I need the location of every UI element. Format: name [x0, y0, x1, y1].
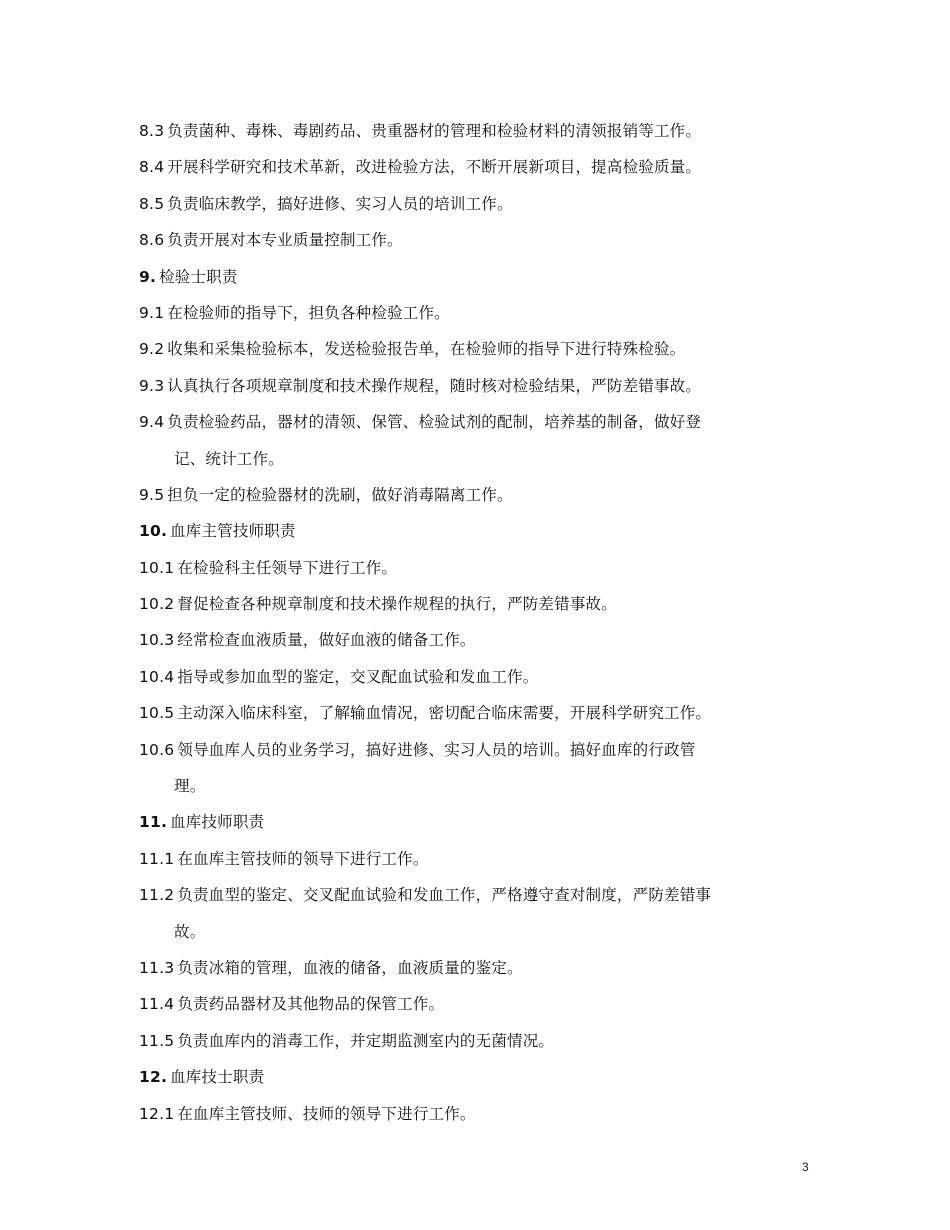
item-number: 8.3: [139, 122, 165, 140]
item-text: 担负一定的检验器材的洗刷，做好消毒隔离工作。: [167, 485, 513, 504]
paragraph-item: [139, 222, 789, 258]
item-number: 9.4: [139, 413, 165, 432]
item-number: 9.3: [139, 376, 165, 395]
document-body: [139, 113, 789, 1132]
section-heading: [139, 259, 789, 295]
item-text: 负责药品器材及其他物品的保管工作。: [177, 995, 445, 1014]
section-heading: [139, 513, 789, 549]
paragraph-item: [139, 841, 789, 877]
item-number: 10.: [139, 522, 168, 541]
item-text: 在血库主管技师的领导下进行工作。: [177, 849, 429, 868]
page-number: 3: [802, 1160, 809, 1174]
item-number: 11.5: [139, 1031, 175, 1050]
paragraph-item: [139, 695, 789, 731]
item-text: 在血库主管技师、技师的领导下进行工作。: [177, 1104, 476, 1123]
item-text: 负责冰箱的管理，血液的储备，血液质量的鉴定。: [177, 958, 523, 977]
paragraph-item: [139, 732, 789, 768]
paragraph-item: [139, 622, 789, 658]
item-text: 开展科学研究和技术革新，改进检验方法，不断开展新项目，提高检验质量。: [167, 158, 702, 177]
paragraph-item: [139, 477, 789, 513]
item-text: 血库技士职责: [170, 1068, 265, 1087]
item-number: 10.1: [139, 558, 175, 577]
item-number: 11.4: [139, 995, 175, 1014]
item-text: 收集和采集检验标本，发送检验报告单，在检验师的指导下进行特殊检验。: [167, 340, 686, 359]
item-number: 8.6: [139, 231, 165, 250]
paragraph-item: [139, 1023, 789, 1059]
item-text: 在检验师的指导下，担负各种检验工作。: [167, 303, 450, 322]
item-number: 11.2: [139, 886, 175, 905]
item-number: 10.4: [139, 667, 175, 686]
section-heading: [139, 1059, 789, 1095]
paragraph-continuation: [139, 914, 789, 950]
item-number: 11.3: [139, 958, 175, 977]
item-number: 9.2: [139, 340, 165, 359]
paragraph-item: [139, 368, 789, 404]
item-number: 11.1: [139, 849, 175, 868]
item-number: 11.: [139, 813, 168, 832]
item-number: 8.5: [139, 194, 165, 213]
paragraph-item: [139, 1096, 789, 1132]
item-text: 负责检验药品，器材的清领、保管、检验试剂的配制，培养基的制备，做好登: [167, 413, 702, 432]
item-text: 故。: [174, 922, 206, 941]
item-number: 9.5: [139, 485, 165, 504]
item-number: 10.2: [139, 595, 175, 614]
item-text: 记、统计工作。: [174, 449, 284, 468]
item-text: 认真执行各项规章制度和技术操作规程，随时核对检验结果，严防差错事故。: [167, 376, 702, 395]
item-text: 负责血库内的消毒工作，并定期监测室内的无菌情况。: [177, 1031, 555, 1050]
paragraph-item: [139, 295, 789, 331]
item-text: 在检验科主任领导下进行工作。: [177, 558, 398, 577]
paragraph-item: [139, 586, 789, 622]
item-text: 督促检查各种规章制度和技术操作规程的执行，严防差错事故。: [177, 595, 617, 614]
paragraph-continuation: [139, 441, 789, 477]
item-number: 9.1: [139, 303, 165, 322]
item-number: 9.: [139, 267, 157, 286]
item-number: 8.4: [139, 158, 165, 177]
paragraph-item: [139, 404, 789, 440]
item-text: 检验士职责: [159, 267, 238, 286]
item-number: 10.3: [139, 631, 175, 650]
paragraph-item: [139, 149, 789, 185]
item-text: 负责菌种、毒株、毒剧药品、贵重器材的管理和检验材料的清领报销等工作。: [167, 122, 702, 140]
item-text: 领导血库人员的业务学习，搞好进修、实习人员的培训。搞好血库的行政管: [177, 740, 696, 759]
item-number: 10.5: [139, 704, 175, 723]
item-text: 主动深入临床科室，了解输血情况，密切配合临床需要，开展科学研究工作。: [177, 704, 712, 723]
item-text: 指导或参加血型的鉴定，交叉配血试验和发血工作。: [177, 667, 539, 686]
paragraph-item: [139, 877, 789, 913]
item-number: 12.1: [139, 1104, 175, 1123]
item-text: 理。: [174, 777, 206, 796]
paragraph-item: [139, 950, 789, 986]
paragraph-item: [139, 186, 789, 222]
paragraph-item: [139, 113, 789, 149]
paragraph-item: [139, 659, 789, 695]
item-text: 负责开展对本专业质量控制工作。: [167, 231, 403, 250]
item-number: 12.: [139, 1068, 168, 1087]
item-text: 负责临床教学，搞好进修、实习人员的培训工作。: [167, 194, 513, 213]
item-number: 10.6: [139, 740, 175, 759]
paragraph-continuation: [139, 768, 789, 804]
paragraph-item: [139, 550, 789, 586]
item-text: 血库技师职责: [170, 813, 265, 832]
paragraph-item: [139, 331, 789, 367]
item-text: 血库主管技师职责: [170, 522, 296, 541]
paragraph-item: [139, 986, 789, 1022]
item-text: 负责血型的鉴定、交叉配血试验和发血工作，严格遵守查对制度，严防差错事: [177, 886, 712, 905]
item-text: 经常检查血液质量，做好血液的储备工作。: [177, 631, 476, 650]
section-heading: [139, 804, 789, 840]
